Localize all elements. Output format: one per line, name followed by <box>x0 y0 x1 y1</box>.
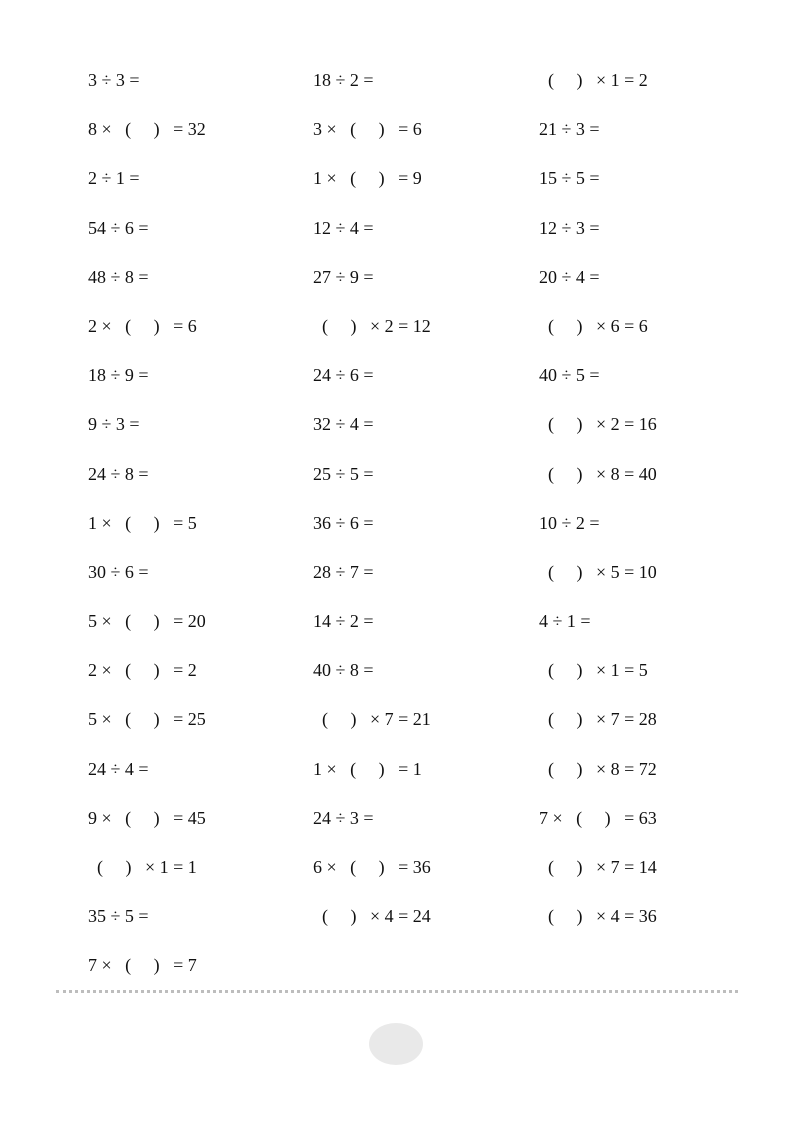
math-problem: ( ) × 4 = 24 <box>313 906 431 927</box>
math-problem: 32 ÷ 4 = <box>313 414 374 435</box>
math-problem: 24 ÷ 8 = <box>88 463 149 484</box>
math-problem: 25 ÷ 5 = <box>313 463 374 484</box>
math-problem: 1 × ( ) = 9 <box>313 168 422 189</box>
page-number-badge <box>369 1023 423 1065</box>
math-problem: 4 ÷ 1 = <box>539 611 591 632</box>
math-problem: ( ) × 6 = 6 <box>539 315 648 336</box>
math-problem: 12 ÷ 3 = <box>539 217 600 238</box>
dotted-divider <box>56 990 738 993</box>
math-problem: 18 ÷ 2 = <box>313 70 374 90</box>
math-problem: 54 ÷ 6 = <box>88 217 149 238</box>
math-problem: 3 × ( ) = 6 <box>313 119 422 140</box>
math-problem: 48 ÷ 8 = <box>88 266 149 287</box>
math-problem: 5 × ( ) = 20 <box>88 611 206 632</box>
math-problem: ( ) × 7 = 28 <box>539 709 657 730</box>
math-problem: 21 ÷ 3 = <box>539 119 600 140</box>
math-problem: 9 ÷ 3 = <box>88 414 140 435</box>
math-problem: 20 ÷ 4 = <box>539 266 600 287</box>
math-problem: 40 ÷ 8 = <box>313 660 374 681</box>
math-problem: 27 ÷ 9 = <box>313 266 374 287</box>
problem-column-3 <box>539 68 657 953</box>
math-problem: ( ) × 1 = 1 <box>88 857 197 877</box>
math-problem: ( ) × 1 = 5 <box>539 660 648 681</box>
math-problem: 2 × ( ) = 6 <box>88 315 197 336</box>
math-problem: 15 ÷ 5 = <box>539 168 600 189</box>
problem-column-1 <box>88 68 206 1003</box>
problem-column-2 <box>313 68 431 953</box>
math-problem: 36 ÷ 6 = <box>313 512 374 533</box>
math-problem: 3 ÷ 3 = <box>88 70 140 90</box>
math-problem: 24 ÷ 3 = <box>313 807 374 828</box>
math-problem: 2 × ( ) = 2 <box>88 660 197 681</box>
math-problem: 1 × ( ) = 5 <box>88 512 197 533</box>
math-problem: 2 ÷ 1 = <box>88 168 140 189</box>
math-problem: ( ) × 8 = 72 <box>539 758 657 779</box>
math-problem: 12 ÷ 4 = <box>313 217 374 238</box>
math-problem: 10 ÷ 2 = <box>539 512 600 533</box>
math-problem: 1 × ( ) = 1 <box>313 758 422 779</box>
math-problem: ( ) × 5 = 10 <box>539 561 657 582</box>
math-problem: ( ) × 7 = 21 <box>313 709 431 730</box>
math-problem: 6 × ( ) = 36 <box>313 857 431 877</box>
math-problem: 24 ÷ 6 = <box>313 365 374 386</box>
math-problem: ( ) × 1 = 2 <box>539 70 648 90</box>
math-problem: 35 ÷ 5 = <box>88 906 149 927</box>
math-problem: 18 ÷ 9 = <box>88 365 149 386</box>
math-problem: 9 × ( ) = 45 <box>88 807 206 828</box>
math-problem: 8 × ( ) = 32 <box>88 119 206 140</box>
math-problem: 5 × ( ) = 25 <box>88 709 206 730</box>
math-problem: ( ) × 4 = 36 <box>539 906 657 927</box>
math-problem: 28 ÷ 7 = <box>313 561 374 582</box>
math-problem: ( ) × 7 = 14 <box>539 857 657 877</box>
math-problem: 7 × ( ) = 63 <box>539 807 657 828</box>
math-problem: ( ) × 8 = 40 <box>539 463 657 484</box>
math-problem: 24 ÷ 4 = <box>88 758 149 779</box>
math-problem: 40 ÷ 5 = <box>539 365 600 386</box>
math-problem: 30 ÷ 6 = <box>88 561 149 582</box>
math-problem: 7 × ( ) = 7 <box>88 955 197 976</box>
math-problem: ( ) × 2 = 16 <box>539 414 657 435</box>
math-problem: ( ) × 2 = 12 <box>313 315 431 336</box>
math-problem: 14 ÷ 2 = <box>313 611 374 632</box>
